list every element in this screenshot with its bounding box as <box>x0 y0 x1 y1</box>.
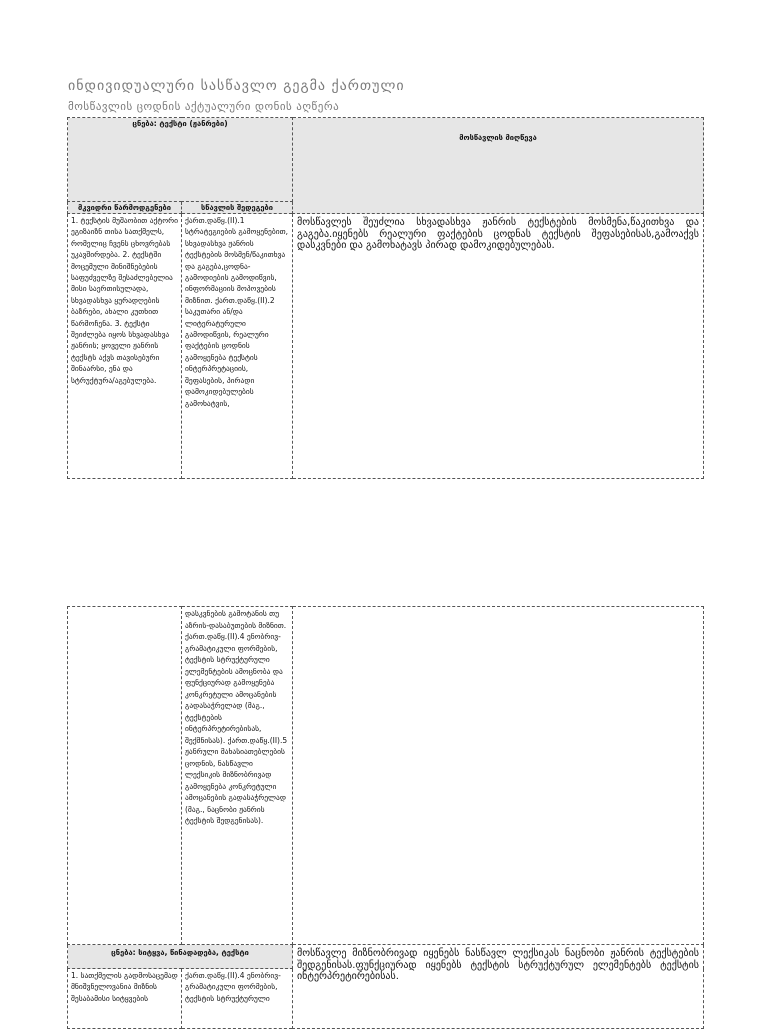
questions-column-header: მკვიდრი წარმოდგენები <box>68 202 182 214</box>
results-column-header: სწავლის შედეგები <box>182 202 293 214</box>
questions-cell-2: 1. სათქმელის გადმოსაცემად მნიშვნელოვანია მიზნის შესაბამისი სიტყვების <box>68 969 182 1029</box>
assessment-table-2 <box>67 606 704 1029</box>
page-subtitle: მოსწავლის ცოდნის აქტუალური დონის აღწერა <box>68 100 340 113</box>
page-title: ინდივიდუალური სასწავლო გეგმა ქართული <box>68 78 405 94</box>
progress-cell-2: მოსწავლე მიზნობრივად იყენებს ნასწავლ ლექსიკას ნაცნობი ჟანრის ტექსტების შედგენისას.ფუნქციურად იყენებს ტექსტის სტრუქტურულ ელემენტებს ტექსტის ინტერპრეტირებისას. <box>293 945 704 1029</box>
results-cell: ქართ.დაწყ.(II).1 სტრატეგიების გამოყენებით, სხვადასხვა ჟანრის ტექსტების მოსმენ/წაკითხვა და გაგება,ცოდნა-გამოდიების გამოდიწვის, ინფორმაციის მოპოვების მიზნით. ქართ.დაწყ.(II).2 საკუთარი ან/და ლიტერატურული გამოდიწვის, რეალური ფაქტების ცოდნის გამოყენება ტექსტის ინტერპრეტაციის, შეფასების, პირადი დამოკიდებულების გამოხატვის, <box>182 214 293 479</box>
assessment-table-1 <box>67 117 704 479</box>
student-progress-header: მოსწავლის მიღწევა <box>293 118 704 214</box>
questions-cell-empty <box>68 607 182 945</box>
results-cell-2: ქართ.დაწყ.(II).4 ენობრივ-გრამატიკული ფორმების, ტექსტის სტრუქტურული <box>182 969 293 1029</box>
progress-cell: მოსწავლეს შეუძლია სხვადასხვა ჟანრის ტექსტების მოსმენა,წაკითხვა და გაგება.იყენებს რეალური ფაქტების ცოდნას ტექსტის შეფასებისას,გამოაქვს დასკვნები და გამოხატავს პირად დამოკიდებულებას. <box>293 214 704 479</box>
results-cell-cont: დასკვნების გამოტანის თუ აზრის-დასაბუთების მიზნით. ქართ.დაწყ.(II).4 ენობრივ-გრამატიკული ფორმების, ტექსტის სტრუქტურული ელემენტების ამოცნობა და ფუნქციურად გამოყენება კონკრეტული ამოცანების გადასაჭრელად (მაგ., ტექსტების ინტერპრეტირებისას, შექმნისას). ქართ.დაწყ.(II).5 ჟანრული მახასიათებლების ცოდნის, ნასწავლი ლექსიკის მიზნობრივად გამოყენება კონკრეტული ამოცანების გადასაჭრელად (მაგ., ნაცნობი ჟანრის ტექსტის შედგენისას). <box>182 607 293 945</box>
questions-cell: 1. ტექსტის მუშაობით აქტორი ეგიზაიზნ თისა სათქმელს, რომელიც ჩვენს ცხოვრებას უკავშირდება. 2. ტექსტში მოცემული მინიშნებების საფუძველზე შესაძლებელია მისი საერთისულადა, სხვადასხვა ყურადღების ბაზრები, ახალი კუთხით წარმოჩენა. 3. ტექსტი შეიძლება იყოს სხვადასხვა ჟანრის; ყოველი ჟანრის ტექსტს აქვს თავისებური შინაარსი, ენა და სტრუქტურა/აგებულება. <box>68 214 182 479</box>
progress-cell-empty <box>293 607 704 945</box>
concept2-header: ცნება: სიტყვა, წინადადება, ტექსტი <box>68 945 293 969</box>
concept-header: ცნება: ტექსტი (ჟანრები) <box>68 118 293 202</box>
